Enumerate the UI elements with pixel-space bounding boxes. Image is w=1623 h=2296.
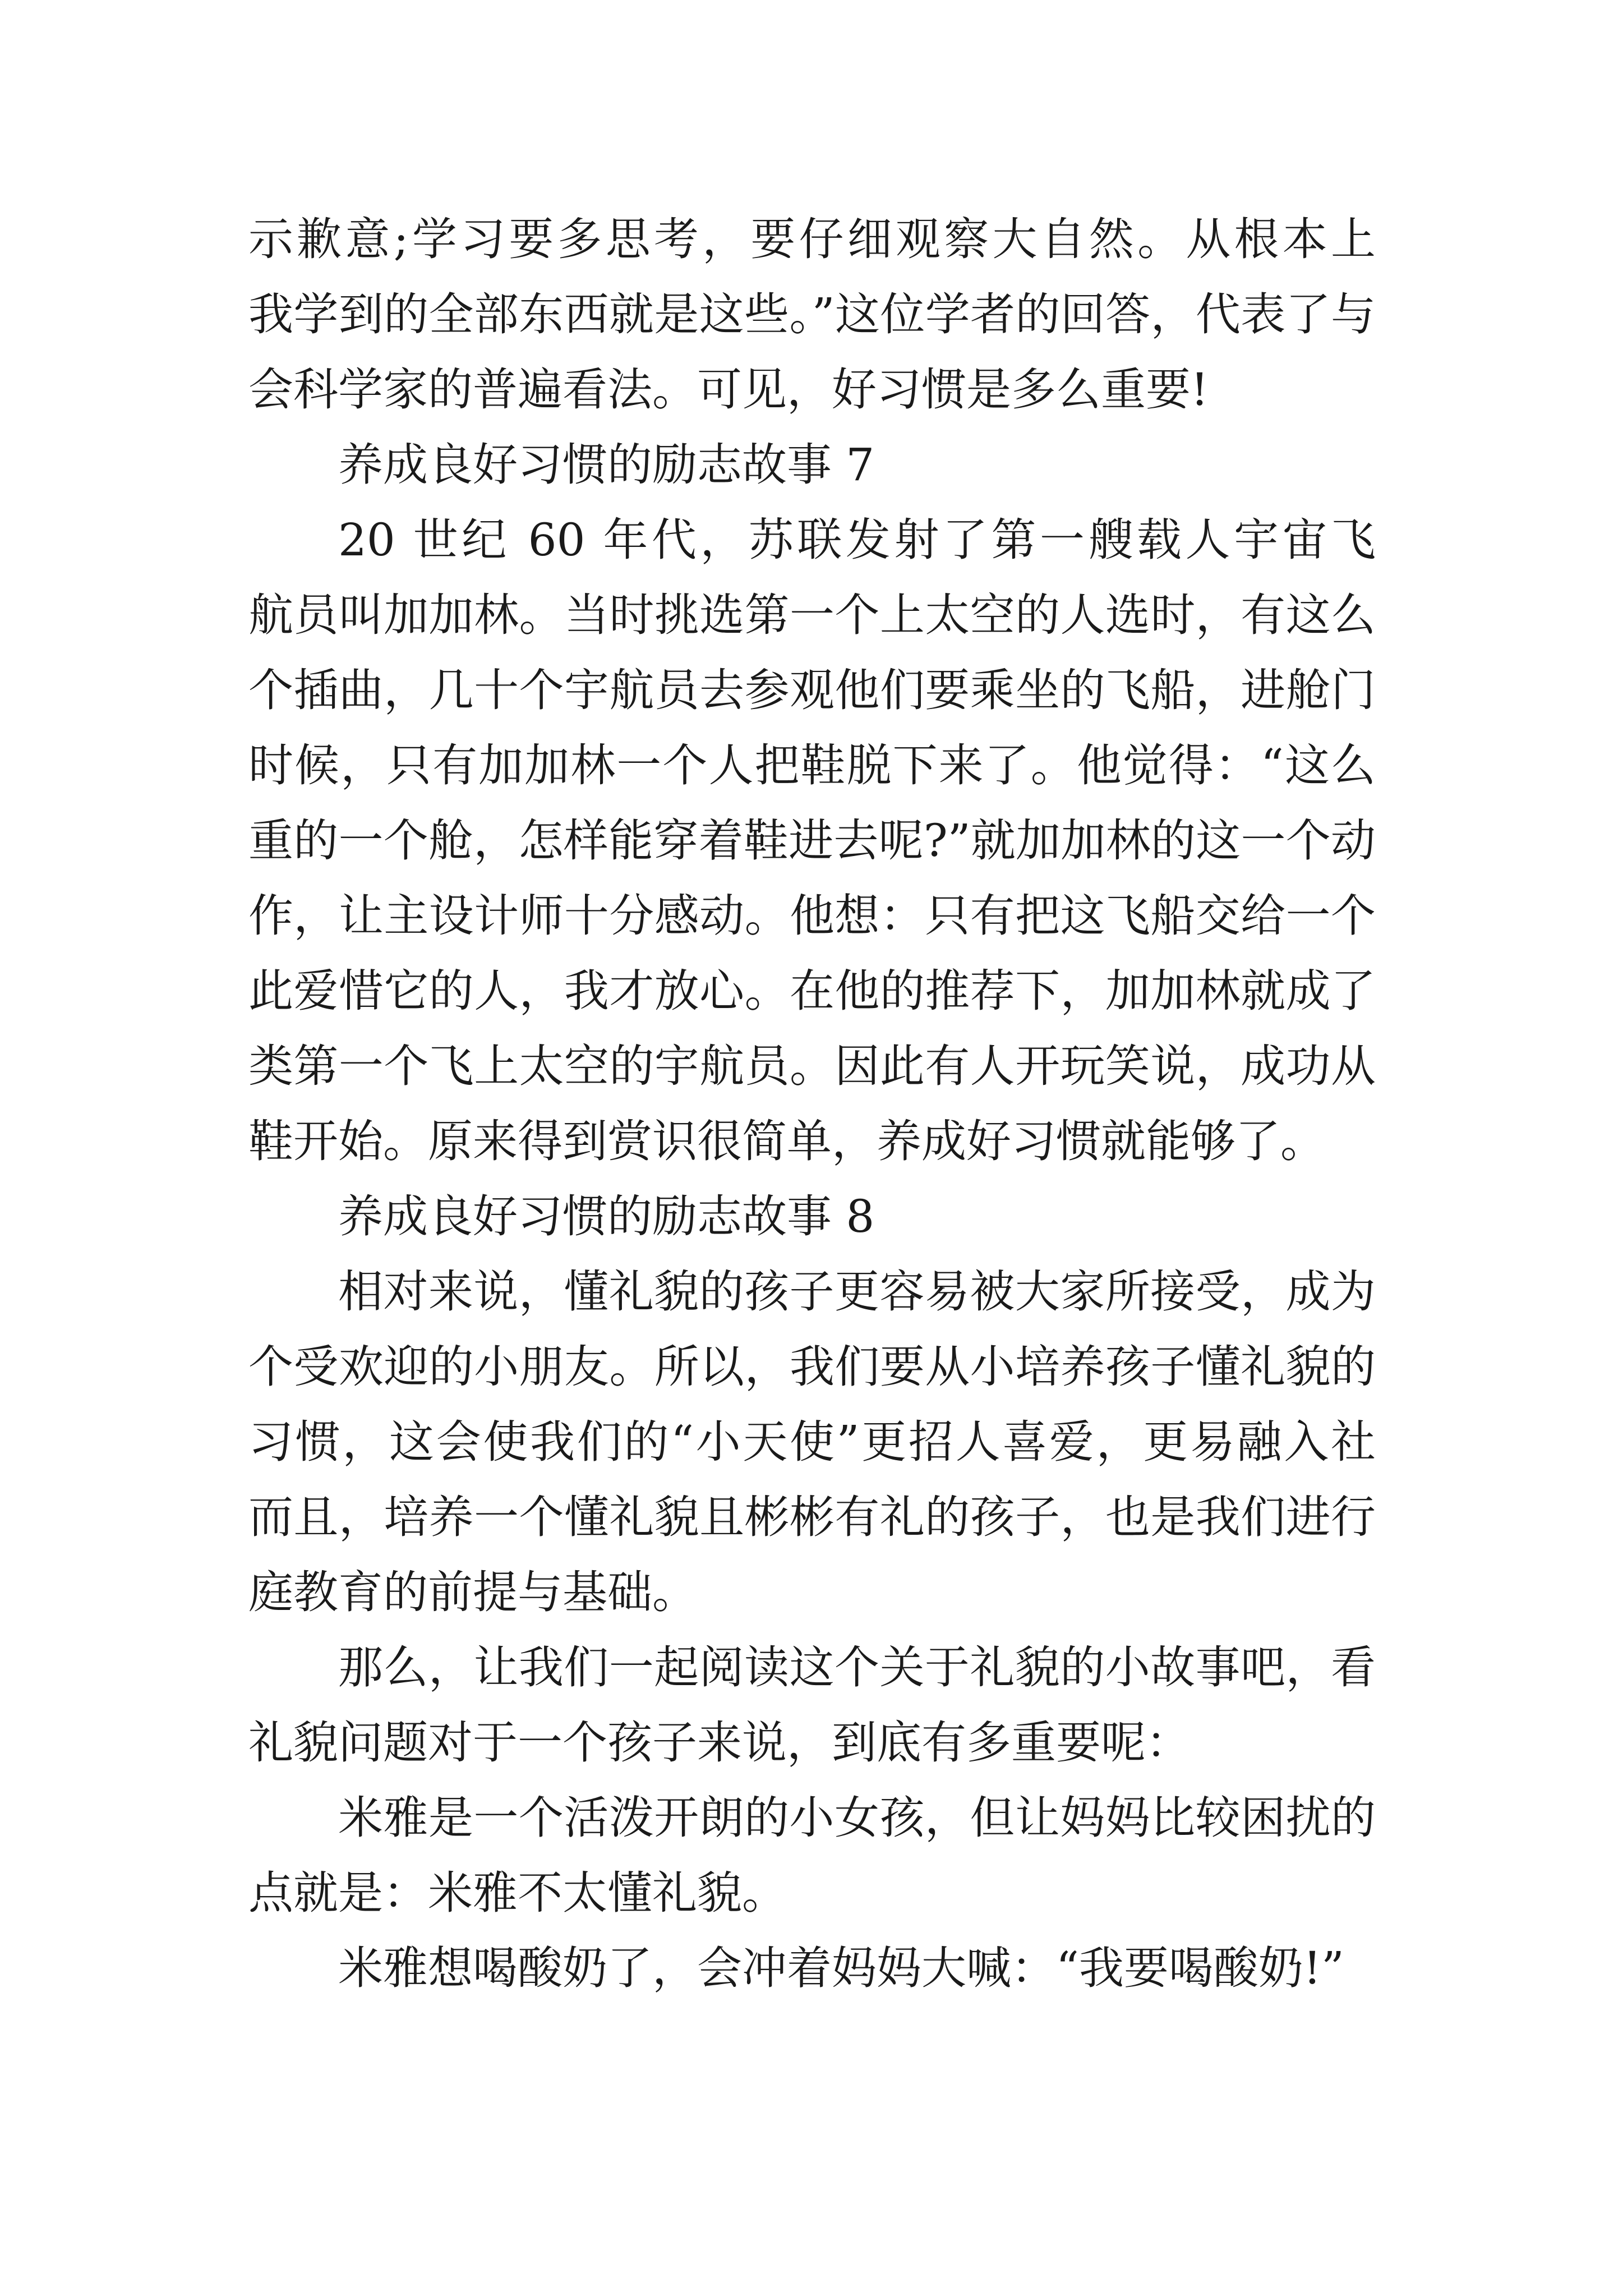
paragraph-line: 此爱惜它的人，我才放心。在他的推荐下，加加林就成了: [248, 965, 1376, 1017]
paragraph-line: 点就是：米雅不太懂礼貌。: [248, 1867, 787, 1919]
document-body: [248, 202, 1376, 2006]
paragraph-line: 会科学家的普遍看法。可见，好习惯是多么重要!: [248, 364, 1209, 416]
paragraph-line: 相对来说，懂礼貌的孩子更容易被大家所接受，成为: [338, 1266, 1376, 1318]
section-heading: 养成良好习惯的励志故事 8: [338, 1190, 875, 1243]
paragraph-line: 米雅是一个活泼开朗的小女孩，但让妈妈比较困扰的: [338, 1792, 1376, 1844]
paragraph-line: 时候，只有加加林一个人把鞋脱下来了。他觉得：“这么: [248, 739, 1376, 792]
paragraph-line: 那么，让我们一起阅读这个关于礼貌的小故事吧，看: [338, 1641, 1376, 1694]
paragraph-line: 个插曲，几十个宇航员去参观他们要乘坐的飞船，进舱门: [248, 664, 1376, 716]
paragraph-line: 个受欢迎的小朋友。所以，我们要从小培养孩子懂礼貌的: [248, 1341, 1376, 1393]
paragraph-line: 庭教育的前提与基础。: [248, 1566, 697, 1618]
paragraph-line: 我学到的全部东西就是这些。”这位学者的回答，代表了与: [248, 288, 1376, 341]
paragraph-line: 20 世纪 60 年代，苏联发射了第一艘载人宇宙飞: [338, 514, 1376, 566]
paragraph-line: 礼貌问题对于一个孩子来说，到底有多重要呢：: [248, 1717, 1191, 1769]
paragraph-line: 鞋开始。原来得到赏识很简单，养成好习惯就能够了。: [248, 1115, 1325, 1167]
paragraph-line: 类第一个飞上太空的宇航员。因此有人开玩笑说，成功从: [248, 1040, 1376, 1092]
section-heading: 养成良好习惯的励志故事 7: [338, 439, 875, 491]
paragraph-line: 重的一个舱，怎样能穿着鞋进去呢?”就加加林的这一个动: [248, 815, 1376, 867]
paragraph-line: 习惯，这会使我们的“小天使”更招人喜爱，更易融入社: [248, 1416, 1376, 1468]
paragraph-line: 作，让主设计师十分感动。他想：只有把这飞船交给一个: [248, 890, 1376, 942]
paragraph-line: 而且，培养一个懂礼貌且彬彬有礼的孩子，也是我们进行: [248, 1491, 1376, 1543]
paragraph-line: 航员叫加加林。当时挑选第一个上太空的人选时，有这么: [248, 589, 1376, 641]
paragraph-line: 示歉意;学习要多思考，要仔细观察大自然。从根本上: [248, 213, 1376, 265]
paragraph-line: 米雅想喝酸奶了，会冲着妈妈大喊：“我要喝酸奶!”: [338, 1942, 1344, 1994]
